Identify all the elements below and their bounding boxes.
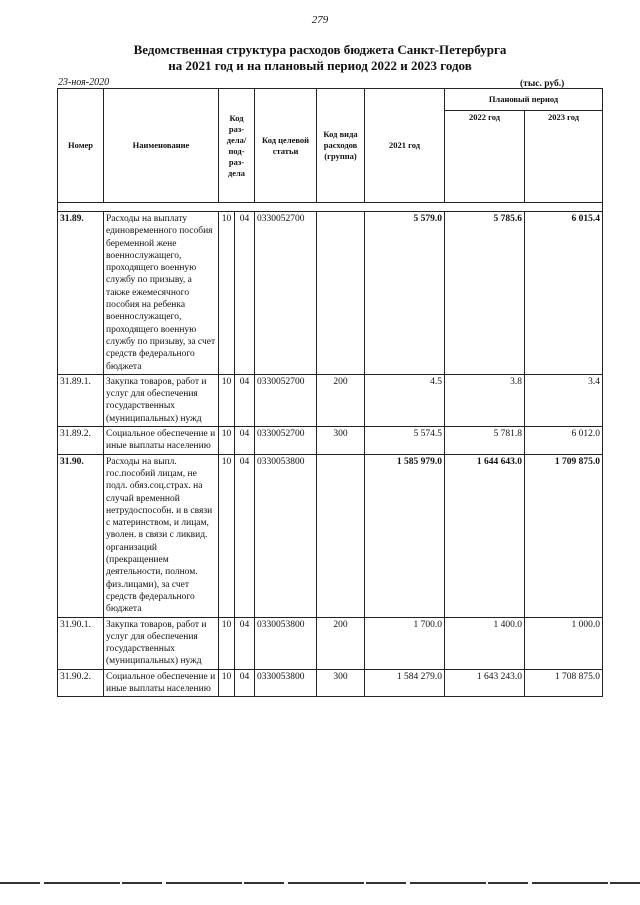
row-target: 0330052700	[255, 427, 317, 455]
row-2023: 1 709 875.0	[525, 454, 603, 617]
row-name: Расходы на выплату единовременного пособия беременной жене военнослужащего, проходящего военную службу по призыву, а также ежемесячного пособия на ребенка военнослужащего, проходящего военную службу по призыву, за счет средств федерального бюджета	[104, 212, 219, 375]
row-2021: 5 574.5	[365, 427, 445, 455]
row-2022: 1 644 643.0	[445, 454, 525, 617]
header-section-code: Код раз-дела/ под-раз-дела	[219, 89, 255, 203]
row-2023: 6 012.0	[525, 427, 603, 455]
row-2022: 5 781.8	[445, 427, 525, 455]
page-bottom-rule	[0, 882, 640, 884]
row-subsection: 04	[235, 617, 255, 669]
row-kind: 300	[317, 427, 365, 455]
document-title	[0, 42, 640, 74]
row-2022: 1 400.0	[445, 617, 525, 669]
row-target: 0330052700	[255, 212, 317, 375]
row-2022: 1 643 243.0	[445, 669, 525, 697]
row-section: 10	[219, 374, 235, 426]
row-subsection: 04	[235, 669, 255, 697]
row-2021: 4.5	[365, 374, 445, 426]
row-subsection: 04	[235, 212, 255, 375]
row-kind: 200	[317, 617, 365, 669]
row-subsection: 04	[235, 427, 255, 455]
header-2023: 2023 год	[525, 111, 603, 203]
header-name: Наименование	[104, 89, 219, 203]
row-section: 10	[219, 212, 235, 375]
row-section: 10	[219, 454, 235, 617]
row-target: 0330053800	[255, 669, 317, 697]
table-row	[58, 454, 603, 617]
row-2021: 5 579.0	[365, 212, 445, 375]
row-number: 31.90.	[58, 454, 104, 617]
table-row	[58, 669, 603, 697]
row-subsection: 04	[235, 374, 255, 426]
row-2021: 1 700.0	[365, 617, 445, 669]
row-2021: 1 585 979.0	[365, 454, 445, 617]
row-number: 31.90.1.	[58, 617, 104, 669]
row-2022: 3.8	[445, 374, 525, 426]
header-number: Номер	[58, 89, 104, 203]
row-section: 10	[219, 617, 235, 669]
row-2023: 3.4	[525, 374, 603, 426]
row-number: 31.90.2.	[58, 669, 104, 697]
header-2021: 2021 год	[365, 89, 445, 203]
header-target-code: Код целевой статьи	[255, 89, 317, 203]
row-kind	[317, 212, 365, 375]
row-name: Закупка товаров, работ и услуг для обеспечения государственных (муниципальных) нужд	[104, 374, 219, 426]
row-kind: 300	[317, 669, 365, 697]
page-number: 279	[311, 14, 329, 26]
title-line-2: на 2021 год и на плановый период 2022 и 2023 годов	[168, 58, 472, 73]
row-kind: 200	[317, 374, 365, 426]
row-target: 0330053800	[255, 454, 317, 617]
header-planned-period: Плановый период	[445, 89, 603, 111]
row-subsection: 04	[235, 454, 255, 617]
row-name: Закупка товаров, работ и услуг для обеспечения государственных (муниципальных) нужд	[104, 617, 219, 669]
row-name: Социальное обеспечение и иные выплаты населению	[104, 669, 219, 697]
units-label: (тыс. руб.)	[520, 79, 565, 89]
header-kind-code: Код вида расходов (группа)	[317, 89, 365, 203]
row-2023: 6 015.4	[525, 212, 603, 375]
row-name: Социальное обеспечение и иные выплаты населению	[104, 427, 219, 455]
row-target: 0330052700	[255, 374, 317, 426]
header-2022: 2022 год	[445, 111, 525, 203]
row-2021: 1 584 279.0	[365, 669, 445, 697]
row-kind	[317, 454, 365, 617]
table-row	[58, 617, 603, 669]
row-2023: 1 000.0	[525, 617, 603, 669]
row-name: Расходы на выпл. гос.пособий лицам, не подл. обяз.соц.страх. на случай временной нетрудоспособн. и в связи с материнством, и лицам, уволен. в связи с ликвид. организаций (прекращением деятельности, полном. физ.лицами), за счет средств федерального бюджета	[104, 454, 219, 617]
document-date: 23-ноя-2020	[58, 77, 110, 88]
row-2023: 1 708 875.0	[525, 669, 603, 697]
row-number: 31.89.2.	[58, 427, 104, 455]
row-section: 10	[219, 427, 235, 455]
table-row	[58, 374, 603, 426]
row-number: 31.89.	[58, 212, 104, 375]
row-target: 0330053800	[255, 617, 317, 669]
budget-table	[57, 88, 603, 697]
row-number: 31.89.1.	[58, 374, 104, 426]
title-line-1: Ведомственная структура расходов бюджета Санкт-Петербурга	[133, 42, 507, 57]
row-2022: 5 785.6	[445, 212, 525, 375]
table-row	[58, 212, 603, 375]
table-row	[58, 427, 603, 455]
row-section: 10	[219, 669, 235, 697]
